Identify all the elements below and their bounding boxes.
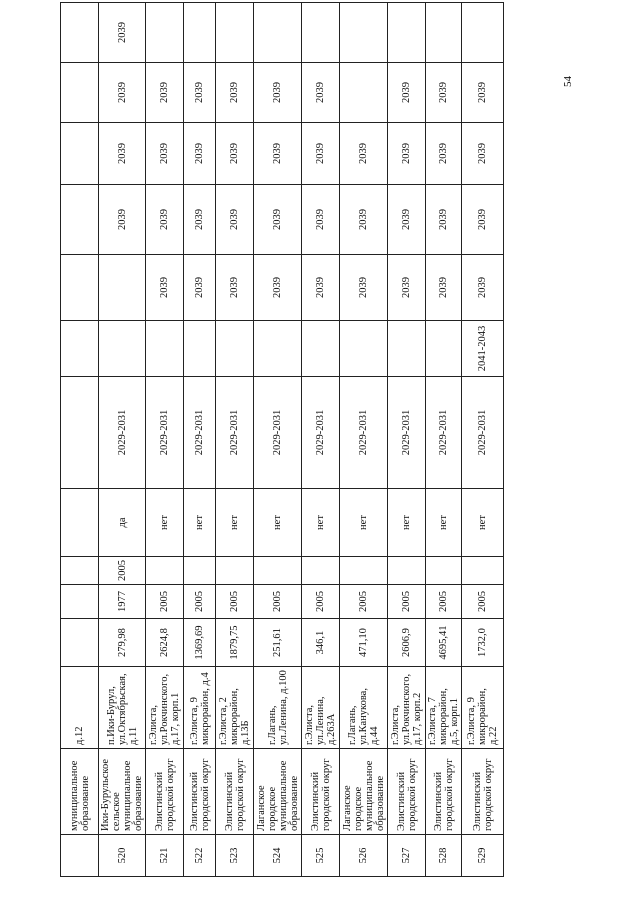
cell-area: 346,1 — [302, 619, 340, 667]
cell-municipality: муниципальное образование — [61, 749, 99, 835]
cell-repair-period: 2029-2031 — [216, 377, 254, 489]
cell-row-number: 529 — [462, 835, 504, 877]
cell-row-number: 521 — [146, 835, 184, 877]
cell-area: 279,98 — [99, 619, 146, 667]
cell-year-col-3: 2039 — [426, 123, 462, 185]
cell-year-col-3: 2039 — [99, 123, 146, 185]
cell-year-col-1: 2039 — [340, 255, 388, 321]
table-row — [426, 3, 462, 877]
cell-year-col-2 — [61, 185, 99, 255]
cell-year-col-2: 2039 — [388, 185, 426, 255]
cell-address: д.12 — [61, 667, 99, 749]
cell-year-col-5 — [184, 3, 216, 63]
cell-year-built: 1977 — [99, 585, 146, 619]
cell-year-col-4: 2039 — [146, 63, 184, 123]
cell-year-col-1: 2039 — [302, 255, 340, 321]
cell-municipality: Элистинский городской округ — [184, 749, 216, 835]
cell-area — [61, 619, 99, 667]
cell-address: г.Элиста, ул.Рокчинского, д.17, корп.2 — [388, 667, 426, 749]
cell-repair-period: 2029-2031 — [340, 377, 388, 489]
cell-year-2 — [302, 557, 340, 585]
cell-flag: нет — [388, 489, 426, 557]
cell-municipality: Лаганское городское муниципальное образование — [254, 749, 302, 835]
cell-address: г.Лагань, ул.Ленина, д.100 — [254, 667, 302, 749]
cell-year-col-4: 2039 — [99, 63, 146, 123]
cell-flag: нет — [302, 489, 340, 557]
cell-municipality: Элистинский городской округ — [426, 749, 462, 835]
cell-area: 471,10 — [340, 619, 388, 667]
cell-year-2 — [216, 557, 254, 585]
cell-year-col-3: 2039 — [302, 123, 340, 185]
cell-address: г.Элиста, 2 микрорайон, д.13Б — [216, 667, 254, 749]
cell-year-2 — [61, 557, 99, 585]
cell-year-col-1 — [99, 255, 146, 321]
cell-year-col-4 — [340, 63, 388, 123]
table-row — [146, 3, 184, 877]
cell-year-col-2: 2039 — [99, 185, 146, 255]
cell-year-col-5 — [146, 3, 184, 63]
cell-year-built: 2005 — [254, 585, 302, 619]
cell-municipality: Ики-Бурульское сельское муниципальное образование — [99, 749, 146, 835]
cell-year-col-2: 2039 — [340, 185, 388, 255]
cell-year-col-3: 2039 — [184, 123, 216, 185]
cell-year-2 — [462, 557, 504, 585]
cell-year-col-4: 2039 — [388, 63, 426, 123]
cell-flag: нет — [216, 489, 254, 557]
cell-row-number: 523 — [216, 835, 254, 877]
cell-year-col-2: 2039 — [216, 185, 254, 255]
cell-address: г.Элиста, 7 микрорайон, д.5, корп.1 — [426, 667, 462, 749]
cell-repair-period: 2029-2031 — [184, 377, 216, 489]
table-row — [302, 3, 340, 877]
cell-repair-period: 2029-2031 — [99, 377, 146, 489]
table-body — [61, 3, 504, 877]
cell-year-col-2: 2039 — [462, 185, 504, 255]
cell-year-col-2: 2039 — [184, 185, 216, 255]
cell-year-col-3: 2039 — [216, 123, 254, 185]
table-row — [216, 3, 254, 877]
cell-row-number: 522 — [184, 835, 216, 877]
cell-year-2: 2005 — [99, 557, 146, 585]
cell-repair-period: 2029-2031 — [462, 377, 504, 489]
cell-year-col-4: 2039 — [426, 63, 462, 123]
cell-flag: нет — [254, 489, 302, 557]
cell-year-built: 2005 — [146, 585, 184, 619]
cell-year-col-1: 2039 — [388, 255, 426, 321]
cell-year-col-2: 2039 — [302, 185, 340, 255]
cell-flag: нет — [462, 489, 504, 557]
cell-municipality: Лаганское городское муниципальное образование — [340, 749, 388, 835]
cell-year-col-3: 2039 — [340, 123, 388, 185]
cell-flag: нет — [184, 489, 216, 557]
cell-address: г.Элиста, ул.Ленина, д.263А — [302, 667, 340, 749]
cell-flag — [61, 489, 99, 557]
cell-repair-period: 2029-2031 — [302, 377, 340, 489]
cell-year-col-5: 2039 — [99, 3, 146, 63]
table-row — [99, 3, 146, 877]
cell-year-built: 2005 — [426, 585, 462, 619]
cell-row-number: 526 — [340, 835, 388, 877]
cell-year-col-1: 2039 — [216, 255, 254, 321]
cell-municipality: Элистинский городской округ — [462, 749, 504, 835]
cell-year-col-1 — [61, 255, 99, 321]
cell-year-2 — [388, 557, 426, 585]
cell-year-2 — [254, 557, 302, 585]
cell-year-col-3: 2039 — [462, 123, 504, 185]
cell-row-number: 520 — [99, 835, 146, 877]
cell-year-col-5 — [216, 3, 254, 63]
cell-year-col-4 — [61, 63, 99, 123]
table-row — [61, 3, 99, 877]
cell-area: 251,61 — [254, 619, 302, 667]
cell-row-number: 525 — [302, 835, 340, 877]
cell-repair-period-2 — [426, 321, 462, 377]
cell-row-number: 524 — [254, 835, 302, 877]
cell-repair-period-2 — [302, 321, 340, 377]
cell-area: 1879,75 — [216, 619, 254, 667]
housing-table — [60, 2, 504, 877]
cell-area: 1732,0 — [462, 619, 504, 667]
cell-year-built: 2005 — [388, 585, 426, 619]
cell-repair-period-2 — [340, 321, 388, 377]
cell-row-number: 528 — [426, 835, 462, 877]
cell-repair-period-2 — [146, 321, 184, 377]
cell-repair-period: 2029-2031 — [254, 377, 302, 489]
cell-year-2 — [426, 557, 462, 585]
cell-year-col-3: 2039 — [388, 123, 426, 185]
cell-year-col-1: 2039 — [146, 255, 184, 321]
cell-year-col-5 — [302, 3, 340, 63]
table-row — [462, 3, 504, 877]
cell-repair-period: 2029-2031 — [426, 377, 462, 489]
cell-repair-period — [61, 377, 99, 489]
cell-municipality: Элистинский городской округ — [146, 749, 184, 835]
table-row — [254, 3, 302, 877]
cell-address: г.Элиста, ул.Рокчинского, д.17, корп.1 — [146, 667, 184, 749]
cell-year-col-5 — [462, 3, 504, 63]
cell-year-col-3: 2039 — [146, 123, 184, 185]
cell-year-col-5 — [340, 3, 388, 63]
cell-area: 2606,9 — [388, 619, 426, 667]
cell-year-col-2: 2039 — [254, 185, 302, 255]
cell-year-col-2: 2039 — [426, 185, 462, 255]
cell-area: 1369,69 — [184, 619, 216, 667]
cell-year-2 — [340, 557, 388, 585]
cell-year-col-1: 2039 — [462, 255, 504, 321]
cell-year-col-5 — [388, 3, 426, 63]
cell-year-built — [61, 585, 99, 619]
cell-year-col-5 — [426, 3, 462, 63]
cell-municipality: Элистинский городской округ — [216, 749, 254, 835]
cell-municipality: Элистинский городской округ — [388, 749, 426, 835]
cell-year-col-4: 2039 — [216, 63, 254, 123]
cell-year-col-1: 2039 — [184, 255, 216, 321]
cell-address: п.Ики-Бурул, ул.Октябрьская, д.11 — [99, 667, 146, 749]
cell-year-col-1: 2039 — [254, 255, 302, 321]
cell-repair-period: 2029-2031 — [146, 377, 184, 489]
cell-repair-period-2 — [388, 321, 426, 377]
table-row — [388, 3, 426, 877]
cell-year-col-3 — [61, 123, 99, 185]
cell-area: 2624,8 — [146, 619, 184, 667]
cell-year-col-4: 2039 — [302, 63, 340, 123]
cell-year-col-4: 2039 — [254, 63, 302, 123]
cell-year-col-4: 2039 — [462, 63, 504, 123]
cell-flag: нет — [340, 489, 388, 557]
cell-repair-period: 2029-2031 — [388, 377, 426, 489]
cell-address: г.Элиста, 9 микрорайон, д.4 — [184, 667, 216, 749]
cell-year-built: 2005 — [216, 585, 254, 619]
cell-year-built: 2005 — [340, 585, 388, 619]
cell-year-built: 2005 — [462, 585, 504, 619]
table-row — [340, 3, 388, 877]
cell-repair-period-2 — [184, 321, 216, 377]
cell-year-built: 2005 — [302, 585, 340, 619]
cell-repair-period-2: 2041-2043 — [462, 321, 504, 377]
cell-year-col-3: 2039 — [254, 123, 302, 185]
cell-row-number — [61, 835, 99, 877]
cell-repair-period-2 — [254, 321, 302, 377]
table-row — [184, 3, 216, 877]
cell-area: 4695,41 — [426, 619, 462, 667]
cell-year-col-1: 2039 — [426, 255, 462, 321]
cell-year-col-2: 2039 — [146, 185, 184, 255]
cell-year-col-4: 2039 — [184, 63, 216, 123]
cell-municipality: Элистинский городской округ — [302, 749, 340, 835]
cell-year-2 — [184, 557, 216, 585]
cell-repair-period-2 — [61, 321, 99, 377]
cell-repair-period-2 — [216, 321, 254, 377]
cell-flag: нет — [146, 489, 184, 557]
cell-year-built: 2005 — [184, 585, 216, 619]
cell-year-col-5 — [61, 3, 99, 63]
cell-year-col-5 — [254, 3, 302, 63]
cell-repair-period-2 — [99, 321, 146, 377]
cell-address: г.Элиста, 9 микрорайон, д.22 — [462, 667, 504, 749]
cell-flag: да — [99, 489, 146, 557]
cell-row-number: 527 — [388, 835, 426, 877]
page-number: 54 — [562, 76, 574, 87]
cell-address: г.Лагань, ул.Канукова, д.44 — [340, 667, 388, 749]
cell-year-2 — [146, 557, 184, 585]
cell-flag: нет — [426, 489, 462, 557]
